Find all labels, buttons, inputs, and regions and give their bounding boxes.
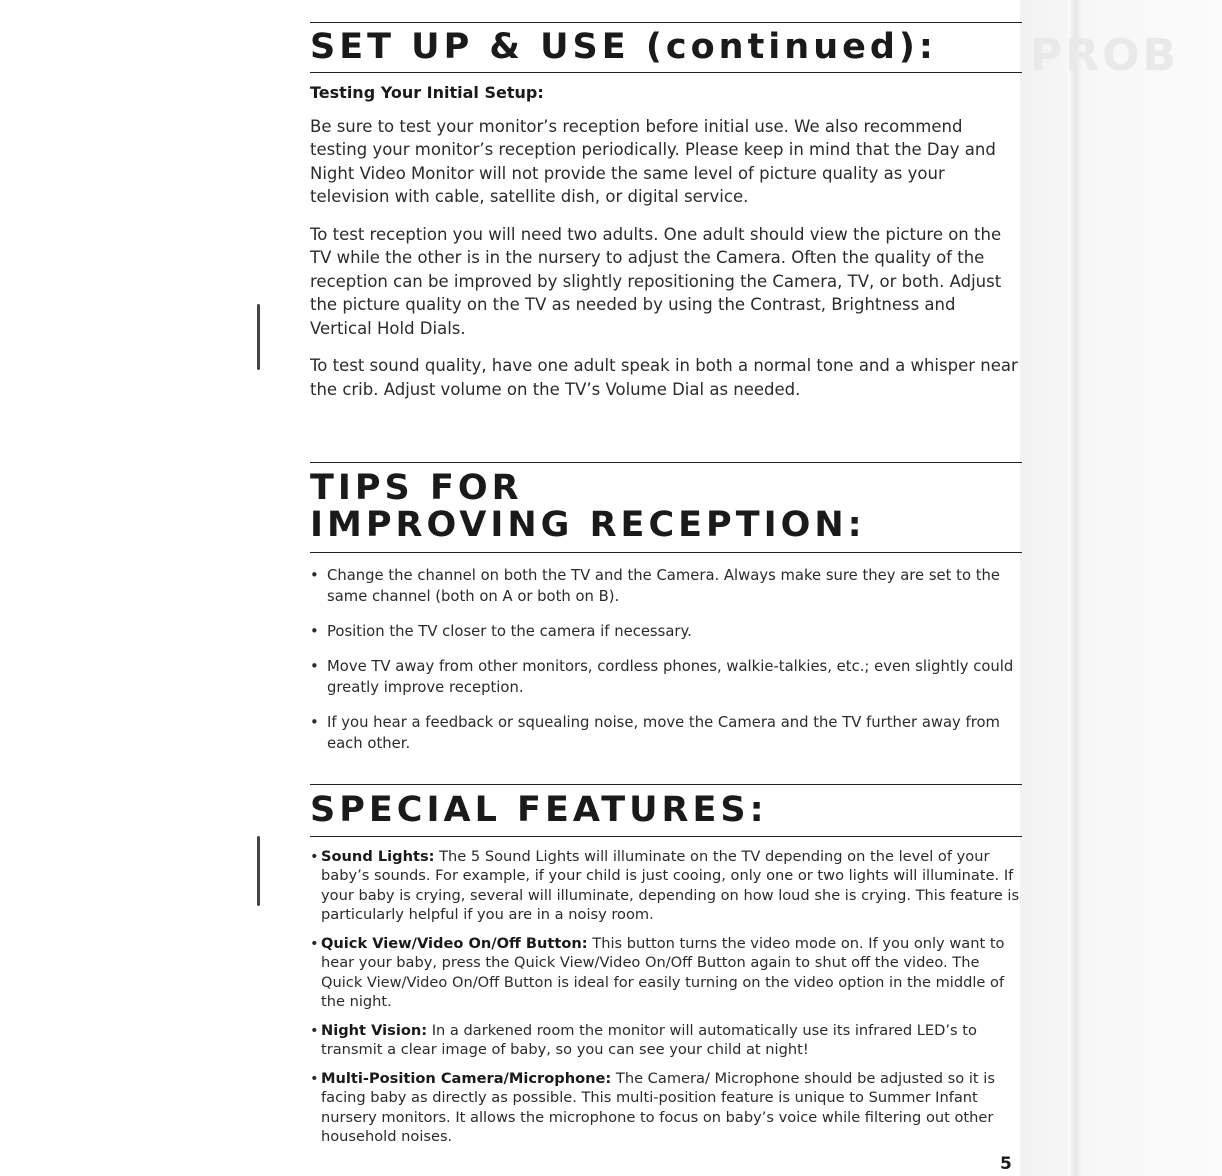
list-item — [310, 934, 1022, 1012]
features-section — [310, 784, 1022, 1156]
feature-label: Night Vision: — [321, 1021, 428, 1039]
tips-section — [310, 462, 1022, 768]
list-item: • If you hear a feedback or squealing noise, move the Camera and the TV further away from each other. — [310, 712, 1022, 754]
margin-mark-bottom — [257, 836, 260, 906]
facing-page-bleed — [1020, 0, 1222, 1176]
feature-text: In a darkened room the monitor will automatically use its infrared LED’s to transmit a clear image of baby, so you can see your child at night! — [321, 1021, 977, 1059]
list-item: • Move TV away from other monitors, cordless phones, walkie-talkies, etc.; even slightly could greatly improve reception. — [310, 656, 1022, 698]
heading-rule-top — [310, 784, 1022, 785]
features-title: SPECIAL FEATURES: — [310, 790, 768, 830]
margin-mark-top — [257, 304, 260, 370]
heading-rule-bottom — [310, 552, 1022, 553]
tips-list — [310, 565, 1022, 754]
list-item — [310, 847, 1022, 925]
testing-subheading: Testing Your Initial Setup: — [310, 82, 544, 102]
feature-label: Multi-Position Camera/Microphone: — [321, 1069, 612, 1087]
feature-label: Quick View/Video On/Off Button: — [321, 934, 588, 952]
manual-page — [310, 0, 1022, 1176]
list-item — [310, 1069, 1022, 1147]
binding-spine — [1068, 0, 1082, 1176]
heading-rule-top — [310, 462, 1022, 463]
setup-paragraph: To test sound quality, have one adult speak in both a normal tone and a whisper near the crib. Adjust volume on the TV’s Volume Dial as needed. — [310, 356, 1018, 399]
heading-rule-bottom — [310, 72, 1022, 73]
list-item: • Position the TV closer to the camera if necessary. — [310, 621, 1022, 642]
heading-rule-top — [310, 22, 1022, 23]
tips-title-line1: TIPS FOR — [310, 468, 523, 508]
list-item: • Change the channel on both the TV and the Camera. Always make sure they are set to the same channel (both on A or both on B). — [310, 565, 1022, 607]
feature-label: Sound Lights: — [321, 847, 435, 865]
features-list — [310, 847, 1022, 1147]
feature-text: The 5 Sound Lights will illuminate on the TV depending on the level of your baby’s sounds. For example, if your child is just cooing, only one or two lights will illuminate. If your baby is crying, several will illuminate, depending on how loud she is crying. This feature is particularly helpful if you are in a noisy room. — [321, 847, 1020, 924]
setup-section — [310, 22, 1022, 401]
tips-title-line2: IMPROVING RECEPTION: — [310, 504, 866, 545]
feature-text: The Camera/ Microphone should be adjusted so it is facing baby as directly as possible. This multi-position feature is unique to Summer Infant nursery monitors. It allows the microphone to focus on baby’s voice while filtering out other household noises. — [321, 1069, 995, 1146]
setup-paragraph: Be sure to test your monitor’s reception before initial use. We also recommend testing your monitor’s reception periodically. Please keep in mind that the Day and Night Video Monitor will not provide the same level of picture quality as your television with cable, satellite dish, or digital service. — [310, 116, 996, 207]
heading-rule-bottom — [310, 836, 1022, 837]
list-item — [310, 1021, 1022, 1060]
feature-text: This button turns the video mode on. If you only want to hear your baby, press the Quick View/Video On/Off Button again to shut off the video. The Quick View/Video On/Off Button is ideal for easily turning on the video option in the middle of the night. — [321, 934, 1005, 1011]
setup-paragraph: To test reception you will need two adults. One adult should view the picture on the TV while the other is in the nursery to adjust the Camera. Often the quality of the reception can be improved by slightly repositioning the Camera, TV, or both. Adjust the picture quality on the TV as needed by using the Contrast, Brightness and Vertical Hold Dials. — [310, 224, 1002, 338]
page-number: 5 — [1000, 1154, 1012, 1174]
bleed-through-heading: PROB — [1030, 30, 1180, 81]
setup-title: SET UP & USE (continued): — [310, 27, 937, 67]
